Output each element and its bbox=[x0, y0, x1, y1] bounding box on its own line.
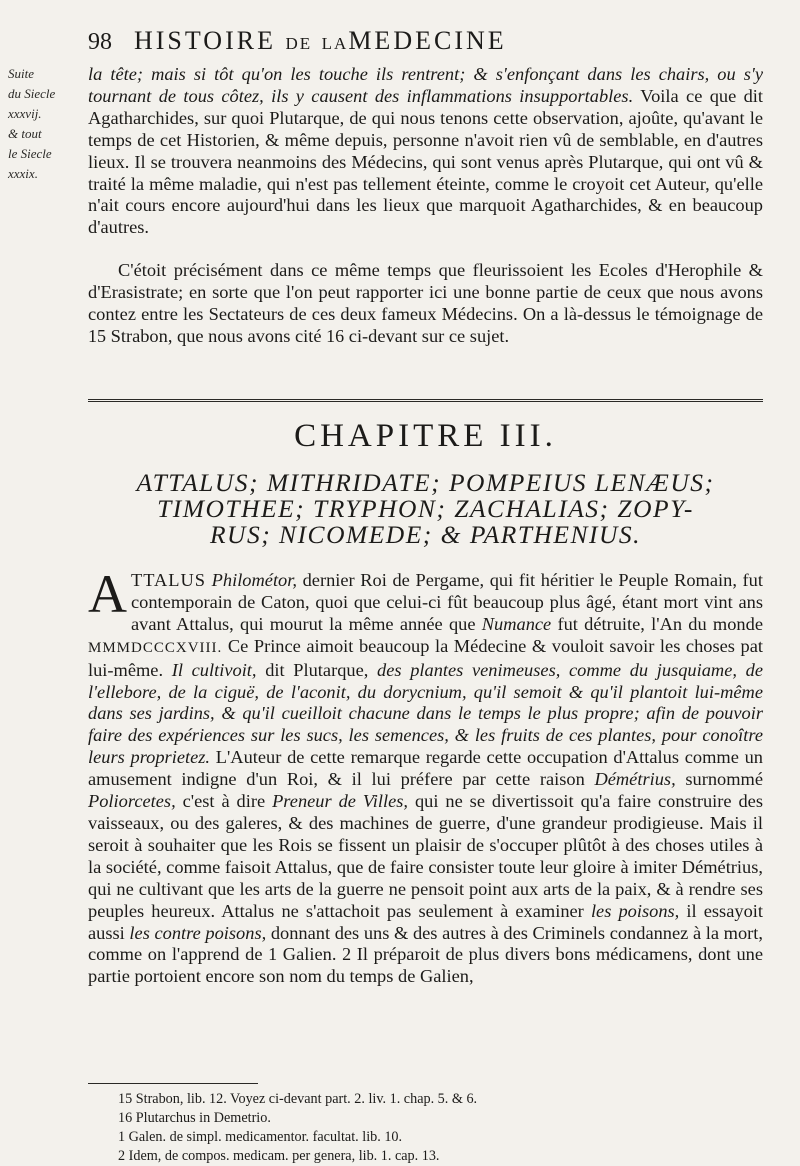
margin-note bbox=[8, 64, 90, 184]
name-demetrius: Démétrius, bbox=[594, 769, 676, 790]
footnote: 1 Galen. de simpl. medicamentor. facultat. lib. 10. bbox=[118, 1129, 403, 1145]
main-text: c'est à dire bbox=[182, 791, 266, 812]
subjects-line: RUS; NICOMEDE; & PARTHENIUS. bbox=[209, 520, 642, 549]
title-word-la: LA bbox=[321, 34, 349, 53]
margin-note-line: du Siecle bbox=[8, 86, 56, 101]
chapter-divider bbox=[88, 399, 763, 402]
second-text-end: ci-devant sur ce sujet. bbox=[348, 325, 510, 346]
page-number: 98 bbox=[88, 29, 112, 55]
footnote-ref-1: 1 bbox=[268, 944, 278, 965]
epithet-translation: Preneur de Villes, bbox=[272, 791, 408, 812]
footnote-ref-16: 16 bbox=[326, 325, 345, 346]
main-text: Il préparoit de plus divers bons médicamens, dont une partie portoient encore son nom du temps de Galien, bbox=[88, 944, 763, 987]
plutarch-quote: des plantes venimeuses, comme du jusquiame, de l'ellebore, de la ciguë, de l'aconit, du dorycnium, qu'il semoit & qu'il plantoit lui-même dans ses jardins, & qu'il cueilloit chacune dans le temps le plus propre; afin de pouvoir faire des expériences sur les sucs, les semences, & les fruits de ces plantes, pour conoître leurs proprietez. bbox=[88, 659, 763, 768]
footnote: 15 Strabon, lib. 12. Voyez ci-devant part. 2. liv. 1. chap. 5. & 6. bbox=[118, 1091, 478, 1107]
main-text: qui ne se divertissoit qu'a faire construire des vaisseaux, ou des galeres, & des machines de guerre, d'une grandeur prodigieuse. Mais il seroit à souhaiter que les Rois se fissent un plaisir de s'occuper plûtôt à des choses utiles à la société, comme faisoit Attalus, que de faire consister toute leur gloire à imiter Démétrius, qui ne cultivant que les arts de la guerre ne pensoit point aux arts de la paix, & à rendre ses peuples heureux. Attalus ne s'attachoit pas seulement à examiner bbox=[88, 791, 763, 921]
opening-text: Voila ce que dit Agatharchides, sur quoi Plutarque, de qui nous tenons cette observation, ajoûte, qu'avant le temps de cet Historien, & même depuis, personne n'avoit rien vû de semblable, en d'autres lieux. Il se trouvera neanmoins des Médecins, qui sont venus après Plutarque, qui ont vû & traité la même maladie, qui n'est pas tellement éteinte, comme le croyoit cet Auteur, qu'elle n'ait cours encore aujourd'hui dans les lieux que marquoit Agatharchides, & en beaucoup d'autres. bbox=[88, 85, 763, 238]
footnote: 16 Plutarchus in Demetrio. bbox=[118, 1110, 271, 1126]
quote-start: Il cultivoit, bbox=[171, 659, 257, 680]
margin-note-line: xxxix. bbox=[8, 166, 38, 181]
name-poliorcetes: Poliorcetes, bbox=[88, 791, 176, 812]
running-title bbox=[134, 26, 507, 56]
margin-note-line: xxxvij. bbox=[8, 106, 42, 121]
term-contre-poisons: les contre poisons, bbox=[129, 922, 267, 943]
running-header bbox=[88, 26, 763, 60]
main-paragraph bbox=[88, 564, 763, 988]
title-word-medecine: MEDECINE bbox=[348, 26, 507, 55]
main-text: fut détruite, l'An du monde bbox=[557, 613, 763, 634]
margin-note-line: le Siecle bbox=[8, 146, 52, 161]
margin-note-line: Suite bbox=[8, 66, 34, 81]
year-roman: MMMDCCCXVIII. bbox=[88, 639, 223, 656]
subjects-line: TIMOTHEE; TRYPHON; ZACHALIAS; ZOPY- bbox=[157, 494, 694, 523]
footnotes bbox=[118, 1090, 758, 1166]
footnote: 2 Idem, de compos. medicam. per genera, lib. 1. cap. 13. bbox=[118, 1148, 440, 1164]
footnote-ref-2: 2 bbox=[342, 944, 352, 965]
chapter-subjects bbox=[88, 470, 763, 548]
epithet: Philométor, bbox=[211, 570, 297, 590]
term-poisons: les poisons, bbox=[590, 900, 680, 921]
main-text: dernier Roi de Pergame, qui fit héritier le Peuple Romain, fut contemporain de Caton, quoi que celui-ci fût beaucoup plus âgé, étant mort vint ans avant Attalus, qui mourut la même année que bbox=[131, 570, 763, 634]
main-text: L'Auteur de cette remarque regarde cette occupation d'Attalus comme un amusement indigne d'un Roi, & il lui préfere par cette raison bbox=[88, 747, 763, 790]
main-text: Ce Prince aimoit beaucoup la Médecine & vouloit savoir les choses pat lui-même. bbox=[88, 635, 763, 680]
main-text: il essayoit aussi bbox=[88, 900, 763, 943]
main-text: Galien. bbox=[282, 944, 337, 965]
chapter-title: CHAPITRE III. bbox=[294, 418, 557, 454]
main-text: dit Plutarque, bbox=[265, 659, 369, 680]
opening-paragraph bbox=[88, 64, 763, 239]
main-text: surnommé bbox=[685, 769, 763, 790]
opening-italic: la tête; mais si tôt qu'on les touche ils rentrent; & s'enfonçant dans les chairs, ou s'y tournant de tous côtez, ils y causent des inflammations insupportables. bbox=[88, 64, 763, 106]
second-text-after: Strabon, que nous avons cité bbox=[110, 325, 322, 346]
second-paragraph bbox=[88, 260, 763, 348]
footnote-ref-15: 15 bbox=[88, 325, 106, 346]
place-numance: Numance bbox=[481, 613, 552, 634]
drop-cap: A bbox=[88, 564, 127, 624]
margin-note-line: & tout bbox=[8, 126, 42, 141]
main-text: donnant des uns & des autres à des Criminels condannez à la mort, comme on l'apprend de bbox=[88, 922, 763, 965]
footnote-divider bbox=[88, 1083, 258, 1084]
title-word-histoire: HISTOIRE bbox=[134, 26, 276, 55]
subjects-line: ATTALUS; MITHRIDATE; POMPEIUS LENÆUS; bbox=[136, 468, 715, 497]
title-word-de: DE bbox=[285, 34, 313, 53]
second-text: C'étoit précisément dans ce même temps que fleurissoient les Ecoles d'Herophile & d'Erasistrate; en sorte que l'on peut rapporter ici une bonne partie de ceux que nous avons contez entre les Sectateurs de ces deux fameux Médecins. On a là-dessus le témoignage de bbox=[88, 260, 763, 324]
name-attalus: TTALUS bbox=[131, 570, 207, 590]
